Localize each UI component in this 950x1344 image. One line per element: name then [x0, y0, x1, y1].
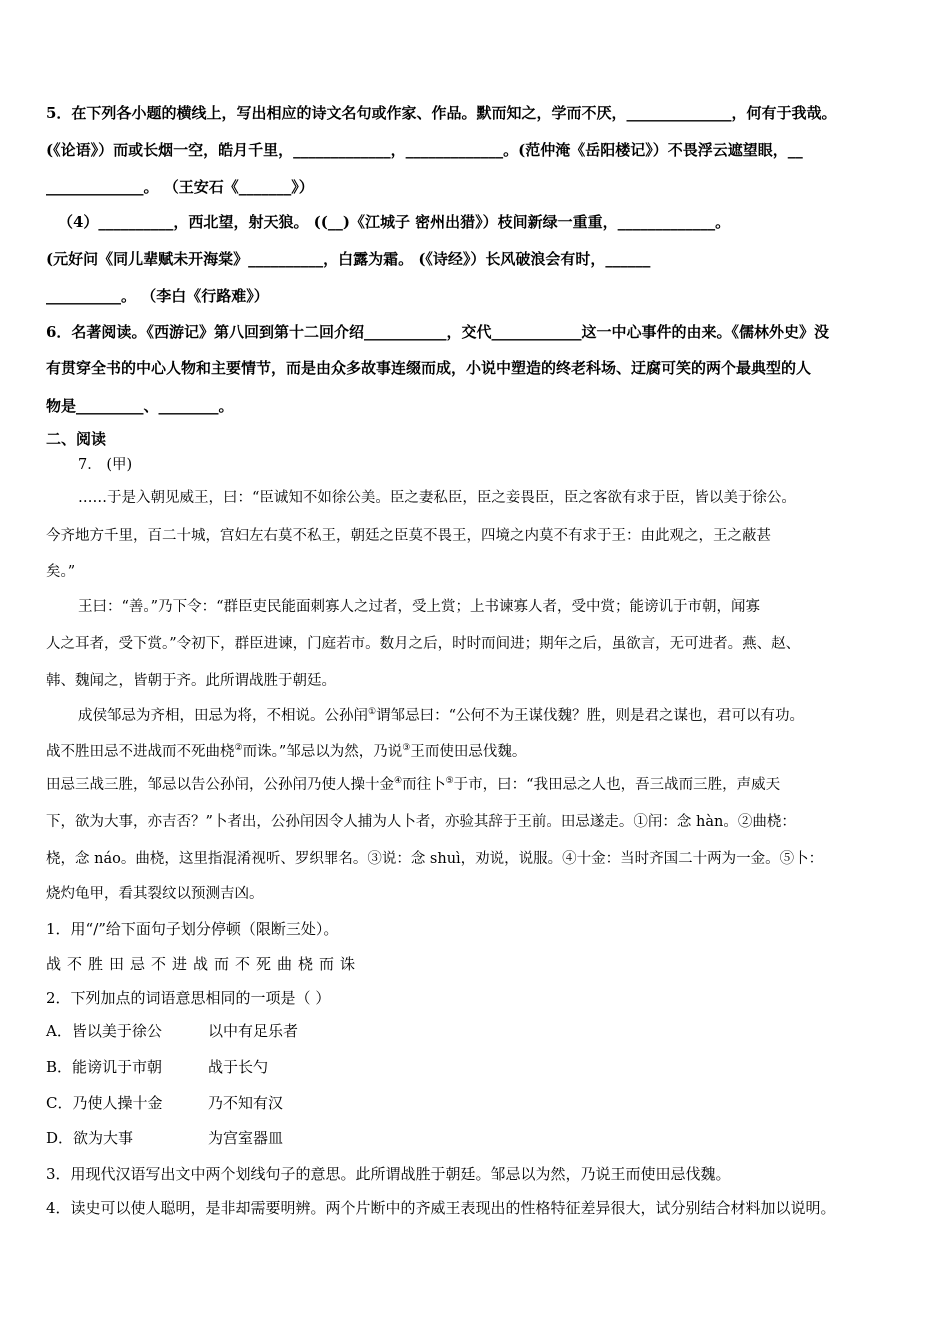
passage-p4-line-2: 下，欲为大事，亦吉否？”卜者出，公孙闬因令人捕为人卜者，亦验其辞于王前。田忌遂走。①闬：念 hàn。②曲桡：: [46, 814, 796, 830]
q6-line-3: 物是_________、________。: [46, 397, 234, 415]
passage-p4-line-3: 桡，念 náo。曲桡，这里指混淆视听、罗织罪名。③说：念 shuì，劝说，说服。④十金：当时齐国二十两为一金。⑤卜：: [46, 851, 824, 867]
option-label: C．乃使人操十金: [46, 1094, 163, 1112]
q6-line-1: 6．名著阅读。《西游记》第八回到第十二回介绍___________，交代____________这一中心事件的由来。《儒林外史》没: [46, 323, 829, 341]
q6-line-2: 有贯穿全书的中心人物和主要情节，而是由众多故事连缀而成，小说中塑造的终老科场、迂腐可笑的两个最典型的人: [46, 359, 812, 377]
passage-text: 战不胜田忌不进战而不死曲桡: [46, 744, 235, 760]
passage-text: 于市，曰：“我田忌之人也，吾三战而三胜，声威天: [453, 777, 781, 793]
subq2-option-c[interactable]: [46, 1093, 162, 1113]
option-label: A．皆以美于徐公: [46, 1022, 162, 1040]
q5-line-4: （4）__________，西北望，射天狼。 ((__)《江城子 密州出猎》）枝间新绿一重重，_____________。: [58, 213, 731, 231]
q5-line-1: 5．在下列各小题的横线上，写出相应的诗文名句或作家、作品。默而知之，学而不厌，______________，何有于我哉。: [46, 104, 837, 122]
subq4-prompt: 4．读史可以使人聪明，是非却需要明辨。两个片断中的齐威王表现出的性格特征差异很大，试分别结合材料加以说明。: [46, 1199, 836, 1217]
q5-line-6: __________。 （李白《行路难》）: [46, 287, 269, 305]
passage-p4-line-1: [46, 775, 780, 795]
subq2-option-c-pair: 乃不知有汉: [208, 1094, 284, 1112]
subq2-option-b-pair: 战于长勺: [208, 1058, 269, 1076]
passage-p3-line-2: [46, 742, 526, 762]
passage-text: 成侯邹忌为齐相，田忌为将，不相说。公孙闬: [78, 708, 368, 724]
footnote-marker: ⑤: [445, 776, 454, 787]
subq2-option-b[interactable]: [46, 1057, 162, 1077]
passage-p1-line-3: 矣。”: [46, 564, 76, 580]
subq2-option-a[interactable]: [46, 1021, 162, 1041]
footnote-marker: ②: [234, 743, 243, 754]
option-label: B．能谤讥于市朝: [46, 1058, 163, 1076]
option-label: D．欲为大事: [46, 1129, 134, 1147]
passage-p2-line-2: 人之耳者，受下赏。”令初下，群臣进谏，门庭若市。数月之后，时时而间进；期年之后，虽欲言，无可进者。燕、赵、: [46, 636, 801, 652]
subq2-option-a-pair: 以中有足乐者: [208, 1022, 299, 1040]
q7-label: 7． (甲): [78, 457, 133, 473]
section-heading: 二、阅读: [46, 430, 107, 448]
subq2-option-d[interactable]: [46, 1128, 133, 1148]
subq1-sentence: 战不胜田忌不进战而不死曲桡而诛: [46, 955, 362, 973]
subq2-prompt: 2．下列加点的词语意思相同的一项是（ ）: [46, 989, 331, 1007]
footnote-marker: ③: [402, 743, 411, 754]
passage-text: 王而使田忌伐魏。: [410, 744, 527, 760]
passage-p2-line-1: 王曰：“善。”乃下令：“群臣吏民能面刺寡人之过者，受上赏；上书谏寡人者，受中赏；能谤讥于市朝，闻寡: [78, 599, 760, 615]
passage-p4-line-4: 烧灼龟甲，看其裂纹以预测吉凶。: [46, 886, 264, 902]
passage-p1-line-1: ……于是入朝见威王，曰：“臣诚知不如徐公美。臣之妻私臣，臣之妾畏臣，臣之客欲有求于臣，皆以美于徐公。: [78, 490, 796, 506]
passage-text: 谓邹忌曰：“公何不为王谋伐魏？胜，则是君之谋也，君可以有功。: [376, 708, 804, 724]
passage-text: 田忌三战三胜，邹忌以告公孙闬，公孙闬乃使人操十金: [46, 777, 394, 793]
subq2-option-d-pair: 为宫室器皿: [208, 1129, 284, 1147]
q5-line-2: (《论语》）而或长烟一空，皓月千里，_____________，_____________。(范仲淹《岳阳楼记》）不畏浮云遮望眼，__: [46, 141, 803, 159]
footnote-marker: ①: [368, 707, 377, 718]
subq3-prompt: 3．用现代汉语写出文中两个划线句子的意思。此所谓战胜于朝廷。邹忌以为然，乃说王而使田忌伐魏。: [46, 1165, 731, 1183]
passage-p1-line-2: 今齐地方千里，百二十城，宫妇左右莫不私王，朝廷之臣莫不畏王，四境之内莫不有求于王：由此观之，王之蔽甚: [46, 528, 771, 544]
subq1-prompt: 1．用“/”给下面句子划分停顿（限断三处）。: [46, 920, 339, 938]
passage-text: 而诛。”邹忌以为然，乃说: [242, 744, 403, 760]
q5-line-5: (元好问《同儿辈赋未开海棠》__________，白露为霜。 (《诗经》）长风破浪会有时，______: [46, 250, 651, 268]
passage-text: 而往卜: [402, 777, 446, 793]
passage-p2-line-3: 韩、魏闻之，皆朝于齐。此所谓战胜于朝廷。: [46, 673, 336, 689]
passage-p3-line-1: [78, 706, 804, 726]
footnote-marker: ④: [394, 776, 403, 787]
q5-line-3: _____________。 （王安石《_______》）: [46, 178, 314, 196]
